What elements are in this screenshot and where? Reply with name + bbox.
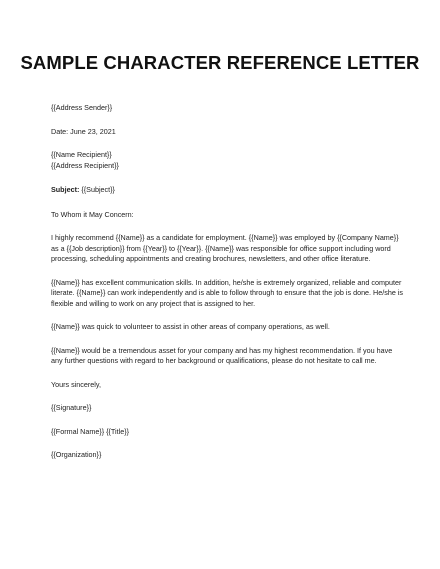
formal-name-title: {{Formal Name}} {{Title}}: [51, 426, 130, 436]
paragraph-3: {{Name}} was quick to volunteer to assist in other areas of company operations, as well.: [51, 322, 330, 331]
paragraph-1: I highly recommend {{Name}} as a candidate for employment. {{Name}} was employed by {{Company Name}} as a {{Job description}} from {{Year}} to {{Year}}. {{Name}} was responsible for office support including word processing, scheduling appointments and creating brochures, newsletters, and other office literature.: [51, 233, 399, 263]
subject-value: {{Subject}}: [79, 185, 115, 194]
letter-body: [51, 103, 403, 461]
paragraph-4: {{Name}} would be a tremendous asset for your company and has my highest recommendation. If you have any further questions with regard to her background or qualifications, please do not hesitate to call me.: [51, 345, 393, 365]
letter-title: SAMPLE CHARACTER REFERENCE LETTER: [20, 52, 420, 73]
address-recipient: {{Address Recipient}}: [51, 160, 119, 170]
address-sender: {{Address Sender}}: [51, 103, 113, 112]
salutation: To Whom it May Concern:: [51, 209, 134, 219]
letter-date: Date: June 23, 2021: [51, 126, 116, 136]
paragraph-2: {{Name}} has excellent communication skills. In addition, he/she is extremely organized, reliable and computer literate. {{Name}} can work independently and is able to follow through to ensure that the job is done. He/she is flexible and willing to work on any project that is assigned to her.: [51, 277, 404, 308]
signature: {{Signature}}: [51, 403, 92, 412]
subject-label: Subject:: [51, 185, 80, 194]
subject-line: [51, 185, 403, 196]
name-recipient: {{Name Recipient}}: [51, 150, 112, 159]
closing: Yours sincerely,: [51, 379, 101, 389]
organization: {{Organization}}: [51, 450, 102, 459]
